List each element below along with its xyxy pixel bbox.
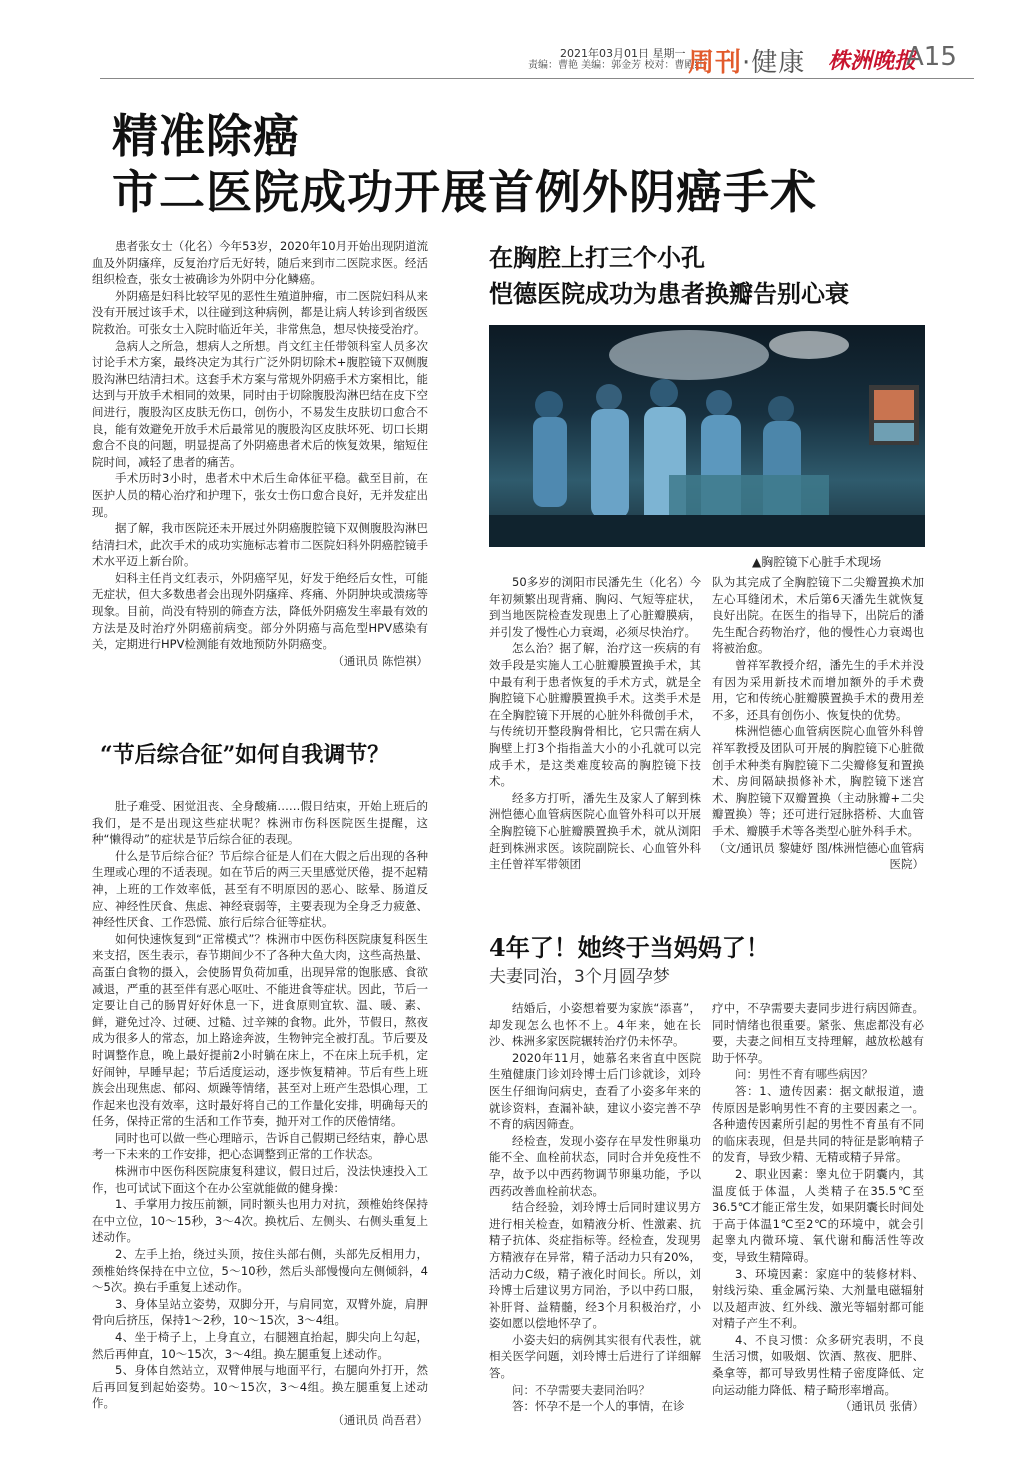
paragraph: 什么是节后综合征？节后综合征是人们在大假之后出现的各种生理或心理的不适表现。如在节后的两三天里感觉厌倦，提不起精神，上班的工作效率低，甚至有不明原因的恶心、眩晕、肠道反应、神经性厌食、焦虑、神经衰弱等，主要表现为全身乏力疲惫、神经性厌食、工作恐慌、旅行后综合征等症状。	[92, 848, 428, 930]
paragraph: 同时也可以做一些心理暗示，告诉自己假期已经结束，静心思考一下未来的工作安排，把心态调整到正常的工作状态。	[92, 1130, 428, 1162]
paragraph: 怎么治？据了解，治疗这一疾病的有效手段是实施人工心脏瓣膜置换手术，其中最有利于患者恢复的手术方式，就是全胸腔镜下心脏瓣膜置换手术。这类手术是在全胸腔镜下开展的心脏外科微创手术，与传统切开整段胸骨相比，它只需在病人胸壁上打3个指指盖大小的小孔就可以完成手术，是这类难度较高的胸腔镜下技术。	[489, 641, 701, 789]
paragraph: 肚子难受、困觉沮丧、全身酸痛……假日结束，开始上班后的我们，是不是出现这些症状呢？株洲市伤科医院医生提醒，这种“懒得动”的症状是节后综合征的表现。	[92, 799, 428, 847]
paragraph: 疗中，不孕需要夫妻同步进行病因筛查。同时情绪也很重要。紧张、焦虑都没有必要，夫妻之间相互支持理解，越放松越有助于怀孕。	[712, 1001, 924, 1065]
article-credit: （通讯员 陈恺祺）	[332, 653, 428, 668]
paragraph: 3、环境因素：家庭中的装修材料、射线污染、重金属污染、大剂量电磁辐射以及超声波、红外线、激光等辐射都可能对精子产生不利。	[712, 1266, 924, 1331]
paragraph: 株洲恺德心血管病医院心血管外科曾祥军教授及团队可开展的胸腔镜下心脏微创手术种类有胸腔镜下二尖瓣修复和置换术、房间隔缺损修补术，胸腔镜下迷宫术、胸腔镜下双瓣置换（主动脉瓣+二尖瓣置换）等；还可进行冠脉搭桥、大血管手术、瓣膜手术等各类型心脏外科手术。	[712, 724, 924, 838]
paragraph: 急病人之所急，想病人之所想。肖文红主任带领科室人员多次讨论手术方案，最终决定为其行广泛外阴切除术+腹腔镜下双侧腹股沟淋巴结清扫术。这套手术方案与常规外阴癌手术方案相比，能达到与开放手术相同的效果，同时由于切除腹股沟淋巴结在皮下空间进行，腹股沟区皮肤无伤口，创伤小，不易发生皮肤切口愈合不良，能有效避免开放手术后最常见的腹股沟区皮肤坏死、切口长期愈合不良的问题，明显提高了外阴癌患者术后的恢复效果，缩短住院时间，减轻了患者的痛苦。	[92, 338, 428, 469]
paragraph: 如何快速恢复到“正常模式”？株洲市中医伤科医院康复科医生来支招，医生表示，春节期间少不了各种大鱼大肉，这些高热量、高蛋白食物的摄入，会使肠胃负荷加重，出现异常的饱胀感、食欲减退，严重的甚至伴有恶心呕吐、不能进食等症状。因此，节后一定要让自己的肠胃好好休息一下，进食原则宜软、温、暖、素、鲜，避免过冷、过硬、过糙、过辛辣的食物。此外，节假日，熬夜成为很多人的常态，加上路途奔波，生物钟完全被打乱。节后要及时调整作息，晚上最好提前2小时躺在床上，不在床上玩手机，定好闹钟，早睡早起；节后适度运动，逐步恢复精神。节后有些上班族会出现焦虑、郁闷、烦躁等情绪，甚至对上班产生恐惧心理，工作起来也没有效率，这时最好将自己的工作量化安排，明确每天的任务，保持正常的生活和工作节奏，抛开对工作的厌倦情绪。	[92, 931, 428, 1129]
article-mom-col1	[489, 1000, 701, 1415]
issue-date: 2021年03月01日 星期一	[560, 47, 686, 60]
editor-credits: 责编：曹艳 美编：郭金芳 校对：曹殿红	[528, 60, 705, 71]
paragraph: 株洲市中医伤科医院康复科建议，假日过后，没法快速投入工作，也可试试下面这个在办公室就能做的健身操：	[92, 1164, 428, 1195]
section-title	[688, 42, 805, 79]
article-credit: （通讯员 张倩）	[839, 1399, 924, 1414]
heart-headline-line1: 在胸腔上打三个小孔	[489, 243, 705, 272]
question: 问：男性不育有哪些病因？	[735, 1067, 873, 1082]
paragraph: 3、身体呈站立姿势，双脚分开，与肩同宽，双臂外旋，肩胛骨向后挤压，保持1～2秒，10～15次，3～4组。	[92, 1296, 428, 1328]
article-credit: （文/通讯员 黎婕妤 图/株洲恺德心血管病医院）	[713, 840, 924, 872]
paragraph: 2、左手上抬，绕过头顶，按住头部右侧，头部先反相用力，颈椎始终保持在中立位，5～10秒，然后头部慢慢向左侧倾斜，4～5次。换右手重复上述动作。	[92, 1247, 428, 1295]
article-heart-col2	[712, 574, 924, 873]
paragraph: 2020年11月，她慕名来省直中医院生殖健康门诊刘玲博士后门诊就诊，刘玲医生仔细询问病史，查看了小姿多年来的就诊资料，查漏补缺，建议小姿完善不孕不育的病因筛查。	[489, 1050, 701, 1132]
paragraph: 答：怀孕不是一个人的事情，在诊	[512, 1399, 685, 1414]
paragraph: 曾祥军教授介绍，潘先生的手术并没有因为采用新技术而增加额外的手术费用，它和传统心脏瓣膜置换手术的费用差不多，还具有创伤小、恢复快的优势。	[712, 657, 924, 722]
page-number: A15	[906, 42, 957, 72]
paragraph: 小姿夫妇的病例其实很有代表性，就相关医学问题，刘玲博士后进行了详细解答。	[489, 1332, 701, 1381]
paragraph: 外阴癌是妇科比较罕见的恶性生殖道肿瘤，市二医院妇科从来没有开展过该手术，以往碰到这种病例，都是让病人转诊到省级医院救治。可张女士入院时临近年关，非常焦急，想尽快接受治疗。	[92, 288, 428, 336]
section-label: 周刊	[688, 48, 743, 78]
photo-caption: ▲胸腔镜下心脏手术现场	[752, 555, 882, 569]
article-mom-col2	[712, 1000, 924, 1415]
mom-headline: 4年了！她终于当妈妈了！	[489, 933, 770, 962]
article-vulvar-cancer	[92, 238, 428, 669]
paragraph: 手术历时3小时，患者术中术后生命体征平稳。截至目前，在医护人员的精心治疗和护理下，张女士伤口愈合良好，无并发症出现。	[92, 471, 428, 519]
section-subtitle: 健康	[751, 48, 806, 78]
mom-subtitle: 夫妻同治，3个月圆孕梦	[489, 967, 670, 987]
paragraph: 经多方打听，潘先生及家人了解到株洲恺德心血管病医院心血管外科可以开展全胸腔镜下心脏瓣膜置换手术，就从浏阳赶到株洲求医。该院副院长、心血管外科主任曾祥军带领团	[489, 790, 701, 872]
paragraph: 据了解，我市医院还未开展过外阴癌腹腔镜下双侧腹股沟淋巴结清扫术，此次手术的成功实施标志着市二医院妇科外阴癌腔镜手术水平迈上新台阶。	[92, 521, 428, 569]
paragraph: 1、手掌用力按压前额，同时额头也用力对抗，颈椎始终保持在中立位，10～15秒，3～4次。换枕后、左侧头、右侧头重复上述动作。	[92, 1197, 428, 1245]
main-headline-line1: 精准除癌	[112, 109, 300, 163]
article-heart-col1	[489, 574, 701, 873]
heart-headline-line2: 恺德医院成功为患者换瓣告别心衰	[489, 279, 849, 308]
main-headline-line2: 市二医院成功开展首例外阴癌手术	[112, 165, 817, 219]
holiday-headline: “节后综合征”如何自我调节？	[100, 742, 390, 768]
paragraph: 结婚后，小姿想着要为家族“添喜”，却发现怎么也怀不上。4年来，她在长沙、株洲多家医院辗转治疗仍未怀孕。	[489, 1001, 701, 1049]
question: 问：不孕需要夫妻同治吗？	[512, 1382, 650, 1397]
paragraph: 妇科主任肖文红表示，外阴癌罕见，好发于绝经后女性，可能无症状，但大多数患者会出现外阴瘙痒、疼痛、外阴肿块或溃疡等现象。目前，尚没有特别的筛查方法，降低外阴癌发生率最有效的方法是及时治疗外阴癌前病变。部分外阴癌与高危型HPV感染有关，定期进行HPV检测能有效地预防外阴癌变。	[92, 570, 428, 652]
paragraph: 答：1、遗传因素：据文献报道，遗传原因是影响男性不育的主要因素之一。各种遗传因素所引起的男性不育虽有不同的临床表现，但是共同的特征是影响精子的发育，导致少精、无精或精子异常。	[712, 1083, 924, 1165]
surgery-illustration	[489, 325, 925, 547]
heart-headline	[489, 240, 849, 312]
paragraph: 5、身体自然站立，双臂伸展与地面平行，右腿向外打开，然后再回复到起始姿势。10～15次，3～4组。换左腿重复上述动作。	[92, 1363, 428, 1411]
section-separator: ·	[742, 48, 752, 78]
paragraph: 患者张女士（化名）今年53岁，2020年10月开始出现阴道流血及外阴瘙痒，反复治疗后无好转，随后来到市二医院求医。经活组织检查，张女士被确诊为外阴中分化鳞癌。	[92, 239, 428, 287]
paragraph: 经检查，发现小姿存在早发性卵巢功能不全、血栓前状态，同时合并免疫性不孕，故予以中西药物调节卵巢功能，予以西药改善血栓前状态。	[489, 1133, 701, 1198]
paragraph: 队为其完成了全胸腔镜下二尖瓣置换术加左心耳缝闭术，术后第6天潘先生就恢复良好出院。在医生的指导下，出院后的潘先生配合药物治疗，他的慢性心力衰竭也将被治愈。	[712, 575, 924, 656]
paragraph: 4、坐于椅子上，上身直立，右腿翘直抬起，脚尖向上勾起，然后再伸直，10～15次，3～4组。换左腿重复上述动作。	[92, 1330, 428, 1361]
masthead-divider	[100, 78, 974, 79]
paragraph: 2、职业因素：睾丸位于阴囊内，其温度低于体温，人类精子在35.5℃至36.5℃才能正常生发，如果阴囊长时间处于高于体温1℃至2℃的环境中，就会引起睾丸内微环境、氧代谢和酶活性等改变，导致生精障碍。	[712, 1166, 924, 1264]
newspaper-logo: 株洲晚报	[828, 49, 917, 74]
paragraph: 结合经验，刘玲博士后同时建议男方进行相关检查，如精液分析、性激素、抗精子抗体、炎症指标等。经检查，发现男方精液存在异常，精子活动力只有20%，活动力C级，精子液化时间长。所以，刘玲博士后建议男方同治，予以中药口服，补肝肾、益精髓，经3个月积极治疗，小姿如愿以偿地怀孕了。	[489, 1200, 701, 1331]
surgery-photo	[489, 325, 925, 547]
article-holiday	[92, 798, 428, 1429]
main-headline	[112, 108, 817, 220]
article-credit: （通讯员 尚吾君）	[332, 1412, 428, 1427]
paragraph: 50多岁的浏阳市民潘先生（化名）今年初频繁出现背痛、胸闷、气短等症状，到当地医院检查发现患上了心脏瓣膜病，并引发了慢性心力衰竭，必须尽快治疗。	[489, 575, 701, 639]
paragraph: 4、不良习惯：众多研究表明，不良生活习惯，如吸烟、饮酒、熬夜、肥胖、桑拿等，都可导致男性精子密度降低、定向运动能力降低、精子畸形率增高。	[712, 1332, 924, 1397]
